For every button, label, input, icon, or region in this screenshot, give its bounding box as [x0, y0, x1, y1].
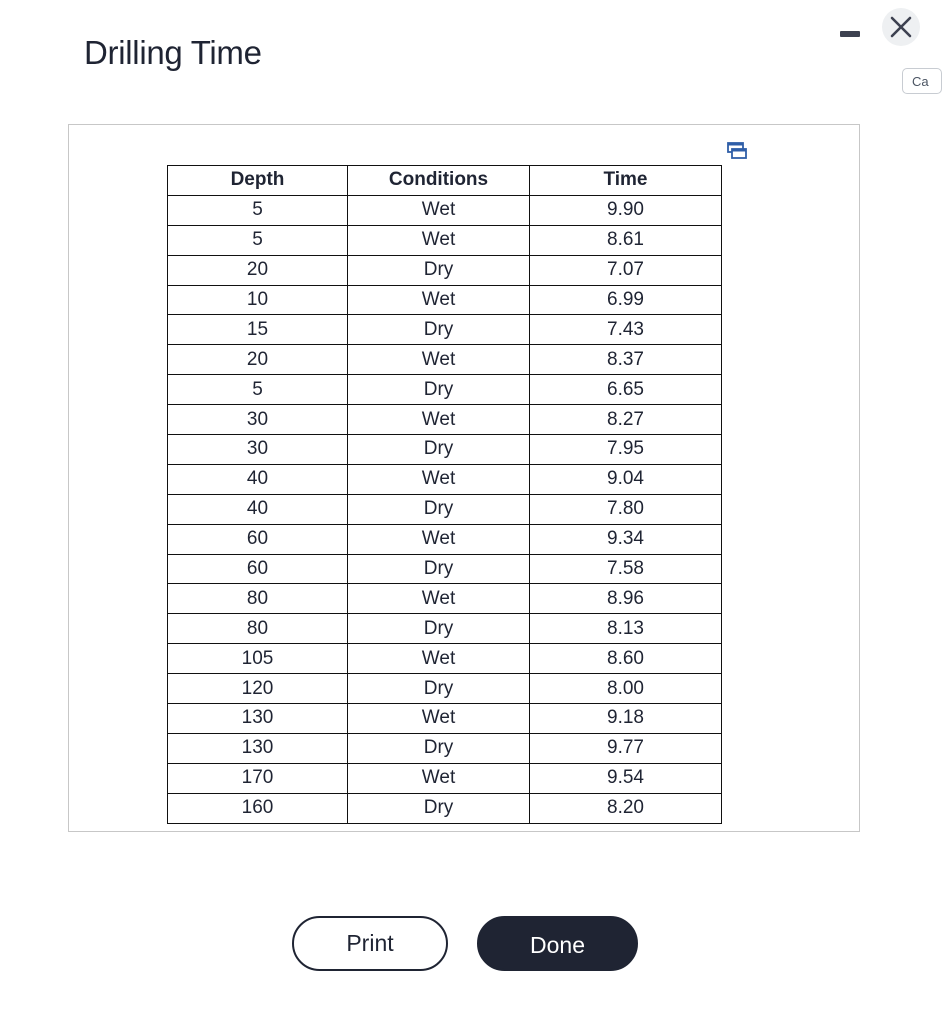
drilling-time-table — [167, 165, 722, 824]
time-cell: 8.60 — [530, 644, 722, 674]
depth-cell: 30 — [168, 405, 348, 435]
depth-cell: 105 — [168, 644, 348, 674]
table-row — [168, 704, 722, 734]
conditions-cell: Dry — [348, 733, 530, 763]
header-depth: Depth — [168, 166, 348, 196]
depth-cell: 40 — [168, 464, 348, 494]
depth-cell: 60 — [168, 554, 348, 584]
conditions-cell: Wet — [348, 763, 530, 793]
conditions-cell: Dry — [348, 375, 530, 405]
time-cell: 7.58 — [530, 554, 722, 584]
conditions-cell: Dry — [348, 315, 530, 345]
depth-cell: 80 — [168, 584, 348, 614]
depth-cell: 130 — [168, 733, 348, 763]
table-row — [168, 255, 722, 285]
table-row — [168, 763, 722, 793]
time-cell: 8.96 — [530, 584, 722, 614]
conditions-cell: Wet — [348, 524, 530, 554]
time-cell: 8.37 — [530, 345, 722, 375]
depth-cell: 130 — [168, 704, 348, 734]
table-row — [168, 584, 722, 614]
time-cell: 9.34 — [530, 524, 722, 554]
table-row — [168, 793, 722, 823]
depth-cell: 5 — [168, 195, 348, 225]
depth-cell: 170 — [168, 763, 348, 793]
conditions-cell: Wet — [348, 584, 530, 614]
table-row — [168, 435, 722, 465]
time-cell: 9.04 — [530, 464, 722, 494]
conditions-cell: Wet — [348, 345, 530, 375]
time-cell: 9.54 — [530, 763, 722, 793]
time-cell: 8.27 — [530, 405, 722, 435]
header-time: Time — [530, 166, 722, 196]
depth-cell: 40 — [168, 494, 348, 524]
table-row — [168, 524, 722, 554]
dialog-title: Drilling Time — [84, 34, 262, 71]
time-cell: 7.43 — [530, 315, 722, 345]
time-cell: 9.77 — [530, 733, 722, 763]
table-row — [168, 464, 722, 494]
depth-cell: 80 — [168, 614, 348, 644]
close-icon — [889, 15, 913, 39]
table-row — [168, 285, 722, 315]
conditions-cell: Dry — [348, 554, 530, 584]
data-table-panel — [68, 124, 860, 832]
conditions-cell: Dry — [348, 255, 530, 285]
table-row — [168, 195, 722, 225]
table-row — [168, 315, 722, 345]
conditions-cell: Wet — [348, 464, 530, 494]
time-cell: 7.07 — [530, 255, 722, 285]
depth-cell: 15 — [168, 315, 348, 345]
conditions-cell: Dry — [348, 435, 530, 465]
depth-cell: 5 — [168, 375, 348, 405]
table-row — [168, 345, 722, 375]
table-header-row — [168, 166, 722, 196]
header-conditions: Conditions — [348, 166, 530, 196]
time-cell: 8.61 — [530, 225, 722, 255]
side-chip[interactable]: Ca — [902, 68, 942, 94]
table-row — [168, 644, 722, 674]
depth-cell: 160 — [168, 793, 348, 823]
time-cell: 8.20 — [530, 793, 722, 823]
time-cell: 9.90 — [530, 195, 722, 225]
popout-icon[interactable] — [726, 141, 748, 161]
conditions-cell: Dry — [348, 674, 530, 704]
conditions-cell: Dry — [348, 494, 530, 524]
print-button[interactable]: Print — [292, 916, 448, 971]
conditions-cell: Wet — [348, 195, 530, 225]
time-cell: 8.13 — [530, 614, 722, 644]
depth-cell: 120 — [168, 674, 348, 704]
time-cell: 7.95 — [530, 435, 722, 465]
table-row — [168, 674, 722, 704]
table-row — [168, 225, 722, 255]
time-cell: 6.65 — [530, 375, 722, 405]
depth-cell: 20 — [168, 255, 348, 285]
time-cell: 7.80 — [530, 494, 722, 524]
depth-cell: 60 — [168, 524, 348, 554]
table-body — [168, 195, 722, 823]
conditions-cell: Wet — [348, 644, 530, 674]
table-row — [168, 614, 722, 644]
time-cell: 6.99 — [530, 285, 722, 315]
table-row — [168, 405, 722, 435]
time-cell: 8.00 — [530, 674, 722, 704]
depth-cell: 20 — [168, 345, 348, 375]
done-button[interactable]: Done — [477, 916, 638, 971]
conditions-cell: Wet — [348, 405, 530, 435]
minimize-icon — [840, 31, 860, 37]
close-button[interactable] — [882, 8, 920, 46]
table-row — [168, 733, 722, 763]
conditions-cell: Wet — [348, 704, 530, 734]
conditions-cell: Dry — [348, 614, 530, 644]
minimize-button[interactable] — [838, 23, 864, 43]
depth-cell: 5 — [168, 225, 348, 255]
depth-cell: 30 — [168, 435, 348, 465]
table-row — [168, 554, 722, 584]
conditions-cell: Wet — [348, 225, 530, 255]
depth-cell: 10 — [168, 285, 348, 315]
conditions-cell: Dry — [348, 793, 530, 823]
table-row — [168, 494, 722, 524]
table-row — [168, 375, 722, 405]
conditions-cell: Wet — [348, 285, 530, 315]
time-cell: 9.18 — [530, 704, 722, 734]
